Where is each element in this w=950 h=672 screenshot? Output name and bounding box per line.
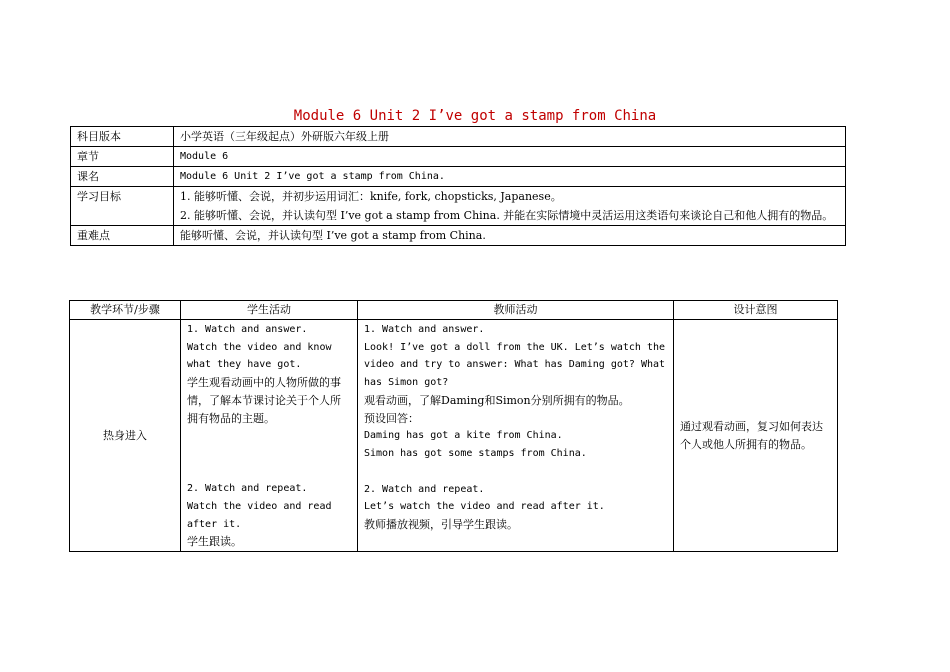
header-student: 学生活动 [181, 301, 358, 320]
row-value: 小学英语（三年级起点）外研版六年级上册 [174, 127, 846, 147]
lesson-info-table [70, 126, 846, 246]
header-intent: 设计意图 [674, 301, 838, 320]
header-teacher: 教师活动 [358, 301, 674, 320]
student-activity-cell: 1. Watch and answer. Watch the video and know what they have got. 学生观看动画中的人物所做的事情，了解本节课讨论关于个人所拥有物品的主题。 2. Watch and repeat. Watch the video and read after it. 学生跟读。 [181, 320, 358, 552]
spacer [364, 463, 667, 481]
table-row [71, 127, 846, 147]
table-row [71, 226, 846, 246]
row-label: 学习目标 [71, 187, 174, 226]
row-label: 章节 [71, 147, 174, 167]
row-label: 重难点 [71, 226, 174, 246]
spacer [187, 427, 351, 480]
table-row [71, 167, 846, 187]
table-row [71, 147, 846, 167]
document-title: Module 6 Unit 2 I’ve got a stamp from China [293, 108, 657, 124]
step-cell: 热身进入 [70, 320, 181, 552]
design-intent-cell: 通过观看动画，复习如何表达个人或他人所拥有的物品。 [674, 320, 838, 552]
table-row [70, 320, 838, 552]
header-step: 教学环节/步骤 [70, 301, 181, 320]
row-value: 1. 能够听懂、会说，并初步运用词汇：knife, fork, chopsticks, Japanese。 2. 能够听懂、会说，并认读句型 I’ve got a stamp from China. 并能在实际情境中灵活运用这类语句来谈论自己和他人拥有的物品。 [174, 187, 846, 226]
row-label: 科目版本 [71, 127, 174, 147]
table-row [71, 187, 846, 226]
table-header-row [70, 301, 838, 320]
teacher-activity-cell: 1. Watch and answer. Look! I’ve got a doll from the UK. Let’s watch the video and try to answer: What has Daming got? What has Simon got? 观看动画，了解Daming和Simon分别所拥有的物品。 预设回答： Daming has got a kite from China. Simon has got some stamps from China. 2. Watch and repeat. Let’s watch the video and read after it. 教师播放视频，引导学生跟读。 [358, 320, 674, 552]
teaching-process-table [69, 300, 838, 552]
row-label: 课名 [71, 167, 174, 187]
row-value: Module 6 [174, 147, 846, 167]
row-value: Module 6 Unit 2 I’ve got a stamp from China. [174, 167, 846, 187]
row-value: 能够听懂、会说，并认读句型 I’ve got a stamp from China. [174, 226, 846, 246]
